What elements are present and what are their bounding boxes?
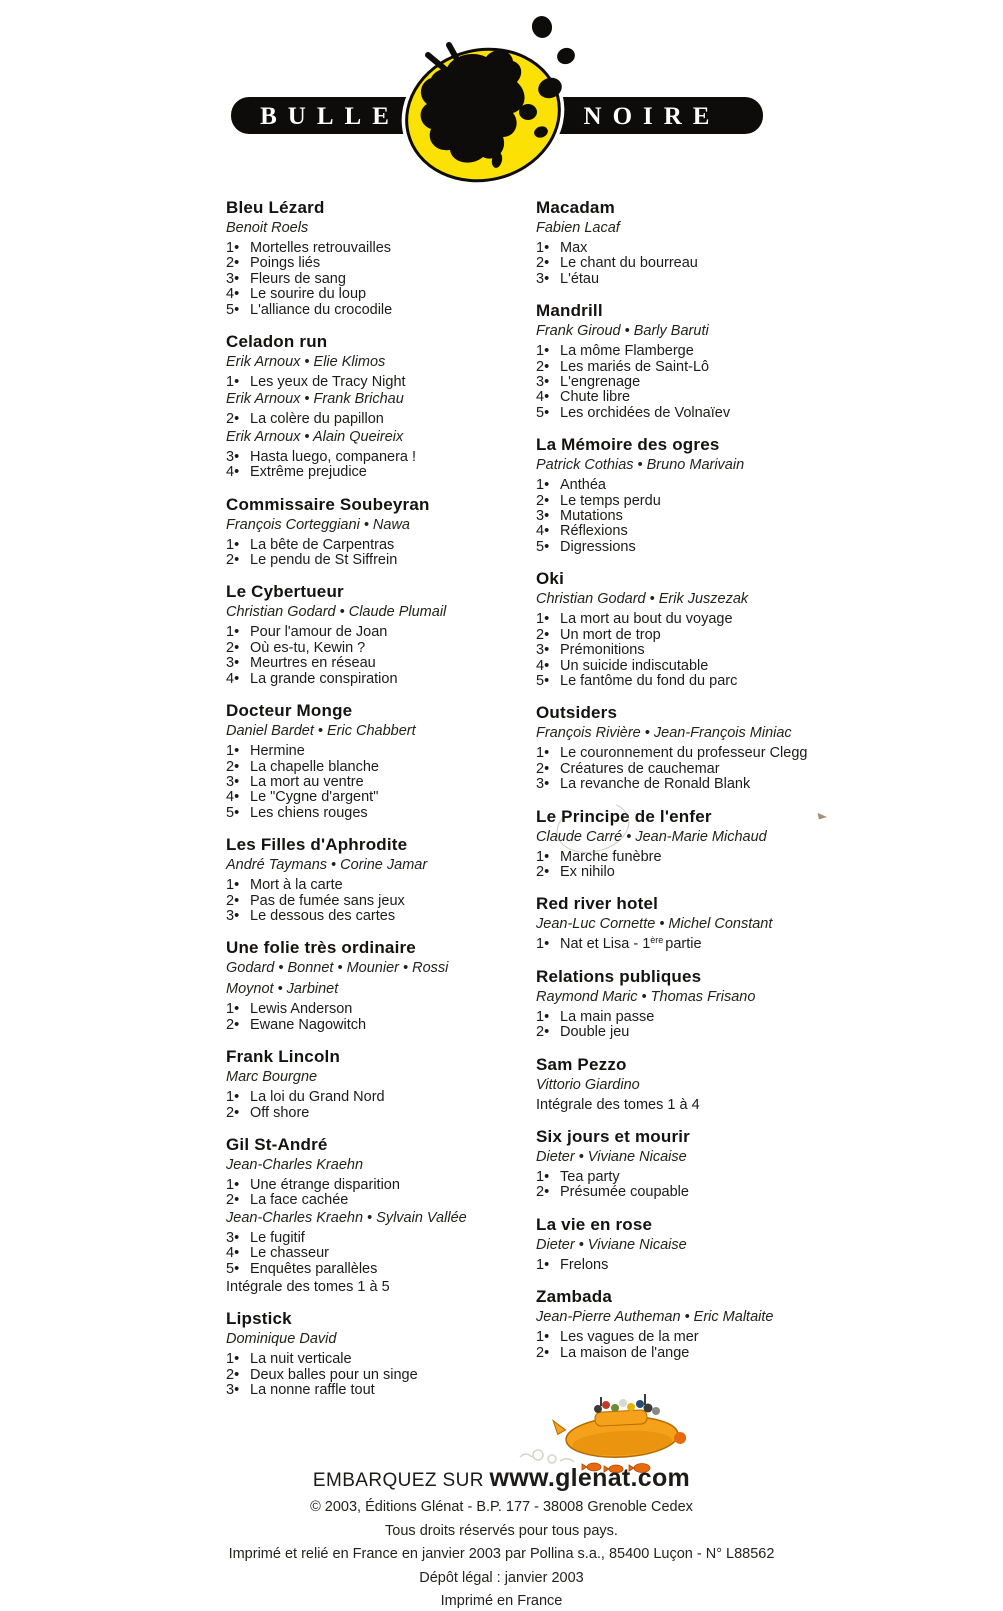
album-item bbox=[536, 478, 996, 493]
series-authors: Moynot • Jarbinet bbox=[226, 981, 339, 998]
album-number: 2• bbox=[536, 358, 550, 375]
album-item bbox=[536, 509, 996, 524]
album-item bbox=[536, 777, 996, 792]
album-title: Mortelles retrouvailles bbox=[250, 240, 392, 256]
album-item bbox=[226, 775, 526, 790]
album-title: La mort au ventre bbox=[250, 773, 364, 790]
integrale-note: Intégrale des tomes 1 à 4 bbox=[536, 1096, 700, 1113]
album-number: 1• bbox=[226, 374, 240, 391]
album-item bbox=[226, 760, 526, 775]
album-title: La nonne raffle tout bbox=[250, 1382, 375, 1399]
album-number: 4• bbox=[536, 523, 550, 540]
album-item bbox=[536, 762, 996, 777]
rim-bump-icon bbox=[555, 45, 577, 66]
integrale-note: Intégrale des tomes 1 à 5 bbox=[226, 1279, 390, 1295]
album-item bbox=[226, 1002, 526, 1017]
album-item bbox=[226, 878, 526, 893]
album-item bbox=[226, 375, 526, 390]
album-title: Le sourire du loup bbox=[250, 286, 367, 303]
album-number: 2• bbox=[536, 255, 550, 272]
album-title: L'étau bbox=[560, 270, 600, 287]
album-item bbox=[536, 256, 996, 271]
album-number: 4• bbox=[226, 789, 240, 806]
series-section bbox=[226, 834, 526, 924]
album-item bbox=[536, 850, 996, 865]
album-title: Off shore bbox=[250, 1104, 310, 1121]
series-authors: Dieter • Viviane Nicaise bbox=[536, 1148, 687, 1165]
glenat-url: www.glenat.com bbox=[489, 1464, 691, 1492]
album-item bbox=[226, 1193, 526, 1208]
series-authors: Vittorio Giardino bbox=[536, 1076, 640, 1093]
album-title: Tea party bbox=[560, 1168, 620, 1185]
album-title: La nuit verticale bbox=[250, 1351, 352, 1368]
album-item bbox=[226, 303, 526, 318]
album-title: Mutations bbox=[560, 508, 623, 525]
series-section bbox=[536, 893, 996, 952]
series-title: Docteur Monge bbox=[226, 701, 353, 721]
ink-dot-icon bbox=[530, 14, 554, 40]
album-item bbox=[226, 625, 526, 640]
series-authors: Dominique David bbox=[226, 1331, 337, 1348]
album-title: Ex nihilo bbox=[560, 863, 615, 880]
album-number: 1• bbox=[536, 848, 550, 865]
album-number: 4• bbox=[226, 464, 240, 481]
album-item bbox=[226, 1246, 526, 1261]
album-number: 2• bbox=[226, 892, 240, 909]
series-section bbox=[226, 331, 526, 481]
album-item bbox=[536, 674, 996, 689]
album-item bbox=[536, 1185, 996, 1200]
album-item bbox=[536, 344, 996, 359]
series-title: Lipstick bbox=[226, 1309, 292, 1329]
album-item bbox=[536, 659, 996, 674]
album-title: La môme Flamberge bbox=[560, 343, 694, 360]
album-title: Fleurs de sang bbox=[250, 270, 346, 287]
album-title: Présumée coupable bbox=[560, 1184, 689, 1201]
album-item bbox=[536, 1330, 996, 1345]
album-item bbox=[226, 241, 526, 256]
album-item bbox=[536, 406, 996, 421]
series-title: Red river hotel bbox=[536, 894, 659, 914]
album-item bbox=[226, 272, 526, 287]
series-section bbox=[226, 937, 526, 1033]
series-authors: Marc Bourgne bbox=[226, 1069, 318, 1086]
album-number: 2• bbox=[536, 1344, 550, 1361]
album-number: 1• bbox=[536, 240, 550, 256]
series-section bbox=[226, 1308, 526, 1398]
album-number: 3• bbox=[536, 508, 550, 525]
album-title: Prémonitions bbox=[560, 642, 645, 659]
series-title: Les Filles d'Aphrodite bbox=[226, 835, 408, 855]
album-number: 2• bbox=[536, 492, 550, 509]
album-number: 1• bbox=[536, 1008, 550, 1025]
album-item bbox=[226, 909, 526, 924]
album-number: 2• bbox=[536, 760, 550, 777]
album-item bbox=[226, 1231, 526, 1246]
album-title: Marche funèbre bbox=[560, 848, 662, 865]
series-title: Sam Pezzo bbox=[536, 1054, 627, 1074]
album-title: Les vagues de la mer bbox=[560, 1329, 699, 1346]
logo-word-noire: NOIRE bbox=[583, 103, 721, 130]
album-item bbox=[226, 790, 526, 805]
album-item bbox=[536, 1170, 996, 1185]
depot-legal-line: Dépôt légal : janvier 2003 bbox=[419, 1569, 584, 1586]
album-item bbox=[226, 1262, 526, 1277]
album-title: Hermine bbox=[250, 743, 305, 760]
series-section bbox=[226, 1134, 526, 1295]
album-item bbox=[536, 1025, 996, 1040]
album-number: 3• bbox=[226, 448, 240, 465]
album-item bbox=[536, 272, 996, 287]
series-section bbox=[226, 700, 526, 821]
album-item bbox=[226, 1352, 526, 1367]
album-title: Réflexions bbox=[560, 523, 628, 540]
album-title: Un mort de trop bbox=[560, 626, 661, 643]
spot-icon bbox=[519, 104, 537, 120]
ordinal-suffix: ère bbox=[650, 934, 664, 945]
album-item bbox=[536, 612, 996, 627]
series-authors: François Rivière • Jean-François Miniac bbox=[536, 725, 792, 742]
series-authors: Claude Carré • Jean-Marie Michaud bbox=[536, 828, 767, 845]
embark-line bbox=[0, 1465, 1003, 1494]
album-item bbox=[226, 744, 526, 759]
album-item bbox=[536, 628, 996, 643]
album-item bbox=[226, 538, 526, 553]
album-number: 3• bbox=[226, 1382, 240, 1399]
album-title: Les yeux de Tracy Night bbox=[250, 374, 406, 391]
album-title: Pas de fumée sans jeux bbox=[250, 892, 405, 909]
series-title: Gil St-André bbox=[226, 1134, 328, 1154]
album-item bbox=[226, 1018, 526, 1033]
album-number: 2• bbox=[536, 626, 550, 643]
album-number: 2• bbox=[226, 1366, 240, 1383]
series-authors: Jean-Charles Kraehn • Sylvain Vallée bbox=[226, 1209, 467, 1226]
album-title: La loi du Grand Nord bbox=[250, 1089, 385, 1106]
album-title: Chute libre bbox=[560, 389, 631, 406]
album-item bbox=[536, 746, 996, 761]
album-number: 4• bbox=[226, 1245, 240, 1262]
album-number: 1• bbox=[226, 536, 240, 553]
album-number: 1• bbox=[536, 477, 550, 494]
album-number: 1• bbox=[536, 1329, 550, 1346]
album-number: 3• bbox=[536, 270, 550, 287]
album-title: Poings liés bbox=[250, 255, 321, 272]
album-number: 4• bbox=[536, 657, 550, 674]
album-title: Anthéa bbox=[560, 477, 606, 494]
series-authors: Jean-Luc Cornette • Michel Constant bbox=[536, 916, 773, 933]
series-authors: Erik Arnoux • Elie Klimos bbox=[226, 354, 386, 371]
album-item bbox=[226, 450, 526, 465]
album-item bbox=[226, 656, 526, 671]
series-title: Frank Lincoln bbox=[226, 1047, 341, 1067]
album-title: La grande conspiration bbox=[250, 670, 398, 687]
album-title: Le chasseur bbox=[250, 1245, 329, 1262]
series-title: Six jours et mourir bbox=[536, 1126, 691, 1146]
album-item bbox=[226, 412, 526, 427]
series-authors: Patrick Cothias • Bruno Marivain bbox=[536, 457, 745, 474]
series-authors: Fabien Lacaf bbox=[536, 220, 620, 236]
album-item bbox=[536, 375, 996, 390]
series-section bbox=[536, 1054, 996, 1113]
album-title: Max bbox=[560, 240, 588, 256]
series-section bbox=[536, 1286, 996, 1361]
series-section bbox=[536, 702, 996, 792]
album-number: 1• bbox=[536, 745, 550, 762]
album-item bbox=[226, 1383, 526, 1398]
series-section bbox=[536, 966, 996, 1041]
album-item bbox=[226, 1090, 526, 1105]
series-authors: Jean-Pierre Autheman • Eric Maltaite bbox=[536, 1309, 774, 1326]
album-title: Hasta luego, companera ! bbox=[250, 448, 417, 465]
album-title: Les mariés de Saint-Lô bbox=[560, 358, 710, 375]
series-title: Bleu Lézard bbox=[226, 198, 325, 217]
album-title: Meurtres en réseau bbox=[250, 655, 376, 672]
album-number: 3• bbox=[226, 270, 240, 287]
album-item bbox=[536, 1346, 996, 1361]
album-title: Créatures de cauchemar bbox=[560, 760, 720, 777]
album-number: 5• bbox=[536, 538, 550, 555]
series-authors: André Taymans • Corine Jamar bbox=[226, 857, 428, 874]
series-title: Le Principe de l'enfer bbox=[536, 806, 712, 826]
series-section bbox=[536, 1214, 996, 1273]
series-section bbox=[536, 300, 996, 421]
album-title: La face cachée bbox=[250, 1192, 349, 1209]
album-title: Le couronnement du professeur Clegg bbox=[560, 745, 808, 762]
album-number: 2• bbox=[226, 758, 240, 775]
series-authors: Jean-Charles Kraehn bbox=[226, 1156, 364, 1173]
album-number: 1• bbox=[226, 1089, 240, 1106]
album-item bbox=[226, 1368, 526, 1383]
album-item bbox=[536, 1010, 996, 1025]
album-number: 4• bbox=[226, 670, 240, 687]
album-item bbox=[226, 672, 526, 687]
album-item bbox=[226, 641, 526, 656]
album-title: Le chant du bourreau bbox=[560, 255, 698, 272]
album-title: Les chiens rouges bbox=[250, 804, 368, 821]
series-title: Mandrill bbox=[536, 301, 603, 321]
album-number: 4• bbox=[226, 286, 240, 303]
series-section bbox=[536, 197, 996, 287]
series-title: Oki bbox=[536, 569, 565, 589]
album-item bbox=[536, 494, 996, 509]
album-item bbox=[536, 390, 996, 405]
series-authors: Frank Giroud • Barly Baruti bbox=[536, 323, 709, 340]
footer bbox=[0, 1465, 1003, 1611]
album-number: 1• bbox=[226, 624, 240, 641]
album-item bbox=[536, 934, 996, 953]
series-authors: Christian Godard • Claude Plumail bbox=[226, 604, 447, 621]
album-title: Mort à la carte bbox=[250, 877, 343, 894]
album-title: La colère du papillon bbox=[250, 411, 384, 428]
album-item bbox=[226, 256, 526, 271]
series-title: Une folie très ordinaire bbox=[226, 938, 416, 958]
album-title: Le fugitif bbox=[250, 1229, 305, 1246]
album-number: 2• bbox=[226, 255, 240, 272]
album-item bbox=[536, 643, 996, 658]
series-title: La vie en rose bbox=[536, 1214, 653, 1234]
printed-in-france-line: Imprimé en France bbox=[440, 1593, 563, 1609]
album-number: 1• bbox=[536, 1168, 550, 1185]
series-title: Commissaire Soubeyran bbox=[226, 494, 430, 514]
album-title: La revanche de Ronald Blank bbox=[560, 776, 751, 793]
album-title: Où es-tu, Kewin ? bbox=[250, 639, 366, 656]
catalog-column-left bbox=[226, 197, 526, 1412]
album-item bbox=[536, 360, 996, 375]
album-number: 3• bbox=[536, 642, 550, 659]
album-number: 1• bbox=[226, 240, 240, 256]
album-number: 1• bbox=[536, 936, 550, 953]
album-title: Pour l'amour de Joan bbox=[250, 624, 388, 641]
album-item bbox=[536, 865, 996, 880]
logo-word-bulle: BULLE bbox=[260, 103, 400, 130]
series-title: Macadam bbox=[536, 198, 615, 217]
album-number: 3• bbox=[226, 773, 240, 790]
album-number: 3• bbox=[226, 907, 240, 924]
album-title: Enquêtes parallèles bbox=[250, 1260, 378, 1277]
album-title: La mort au bout du voyage bbox=[560, 611, 733, 628]
bulle-noire-logo bbox=[0, 0, 1003, 195]
album-number: 1• bbox=[536, 611, 550, 628]
album-item bbox=[226, 465, 526, 480]
album-title: Le pendu de St Siffrein bbox=[250, 552, 398, 569]
album-item bbox=[536, 540, 996, 555]
album-number: 1• bbox=[226, 1176, 240, 1193]
series-section bbox=[226, 581, 526, 687]
album-number: 5• bbox=[226, 301, 240, 318]
album-item bbox=[226, 894, 526, 909]
album-item bbox=[536, 241, 996, 256]
album-number: 2• bbox=[536, 1184, 550, 1201]
album-title: Les orchidées de Volnaïev bbox=[560, 404, 731, 421]
album-title: Ewane Nagowitch bbox=[250, 1016, 367, 1033]
series-authors: Raymond Maric • Thomas Frisano bbox=[536, 988, 756, 1005]
copyright-line: © 2003, Éditions Glénat - B.P. 177 - 38008 Grenoble Cedex bbox=[310, 1499, 693, 1515]
album-number: 2• bbox=[226, 552, 240, 569]
album-number: 5• bbox=[536, 404, 550, 421]
series-section bbox=[536, 1126, 996, 1201]
album-number: 2• bbox=[226, 411, 240, 428]
album-number: 4• bbox=[536, 389, 550, 406]
album-item bbox=[226, 287, 526, 302]
album-number: 2• bbox=[536, 863, 550, 880]
album-title: Lewis Anderson bbox=[250, 1001, 353, 1018]
album-title: L'engrenage bbox=[560, 374, 641, 391]
album-number: 1• bbox=[226, 1351, 240, 1368]
series-authors: Erik Arnoux • Alain Queireix bbox=[226, 428, 404, 445]
album-number: 2• bbox=[536, 1024, 550, 1041]
series-title: Zambada bbox=[536, 1287, 613, 1307]
album-number: 1• bbox=[226, 1001, 240, 1018]
album-title: L'alliance du crocodile bbox=[250, 301, 393, 318]
album-number: 1• bbox=[536, 343, 550, 360]
album-item bbox=[536, 1258, 996, 1273]
series-authors: Erik Arnoux • Frank Brichau bbox=[226, 391, 404, 408]
album-number: 3• bbox=[226, 1229, 240, 1246]
album-title: La maison de l'ange bbox=[560, 1344, 690, 1361]
album-number: 2• bbox=[226, 1016, 240, 1033]
series-authors: Benoit Roels bbox=[226, 220, 309, 236]
album-title: Double jeu bbox=[560, 1024, 630, 1041]
album-title: Le fantôme du fond du parc bbox=[560, 672, 738, 689]
series-title: Le Cybertueur bbox=[226, 582, 344, 602]
album-title: Le temps perdu bbox=[560, 492, 661, 509]
series-section bbox=[536, 434, 996, 555]
album-title: Deux balles pour un singe bbox=[250, 1366, 418, 1383]
series-title: Outsiders bbox=[536, 703, 618, 723]
series-authors: Christian Godard • Erik Juszezak bbox=[536, 591, 749, 608]
printer-line: Imprimé et relié en France en janvier 2003 par Pollina s.a., 85400 Luçon - N° L88562 bbox=[228, 1546, 775, 1562]
album-title: Le "Cygne d'argent" bbox=[250, 789, 379, 806]
album-title-cont: partie bbox=[665, 936, 702, 953]
series-authors: Dieter • Viviane Nicaise bbox=[536, 1236, 687, 1253]
album-number: 5• bbox=[536, 672, 550, 689]
album-title: Extrême prejudice bbox=[250, 464, 367, 481]
album-title: Digressions bbox=[560, 538, 636, 555]
album-item bbox=[536, 524, 996, 539]
album-title: Nat et Lisa - 1 bbox=[560, 936, 651, 953]
series-title: Relations publiques bbox=[536, 966, 702, 986]
album-title: Frelons bbox=[560, 1256, 609, 1273]
series-authors: Daniel Bardet • Eric Chabbert bbox=[226, 723, 416, 740]
album-title: Le dessous des cartes bbox=[250, 907, 396, 924]
album-number: 2• bbox=[226, 639, 240, 656]
album-number: 3• bbox=[536, 776, 550, 793]
album-number: 2• bbox=[226, 1192, 240, 1209]
album-number: 5• bbox=[226, 804, 240, 821]
water-scribble-icon bbox=[520, 1450, 574, 1463]
submarine-hull bbox=[553, 1408, 687, 1461]
album-number: 2• bbox=[226, 1104, 240, 1121]
album-number: 1• bbox=[536, 1256, 550, 1273]
album-number: 1• bbox=[226, 877, 240, 894]
series-authors: Godard • Bonnet • Mounier • Rossi bbox=[226, 960, 449, 977]
album-number: 1• bbox=[226, 743, 240, 760]
series-title: La Mémoire des ogres bbox=[536, 435, 720, 455]
album-number: 3• bbox=[226, 655, 240, 672]
album-item bbox=[226, 553, 526, 568]
album-title: La main passe bbox=[560, 1008, 655, 1025]
embark-prefix: EMBARQUEZ SUR bbox=[312, 1470, 490, 1491]
series-section bbox=[226, 197, 526, 318]
series-section bbox=[226, 1046, 526, 1121]
album-item bbox=[226, 806, 526, 821]
album-number: 5• bbox=[226, 1260, 240, 1277]
album-title: Une étrange disparition bbox=[250, 1176, 400, 1193]
catalog-column-right bbox=[536, 197, 996, 1374]
album-title: Un suicide indiscutable bbox=[560, 657, 709, 674]
rights-line: Tous droits réservés pour tous pays. bbox=[385, 1522, 618, 1539]
album-item bbox=[226, 1106, 526, 1121]
album-number: 3• bbox=[536, 374, 550, 391]
series-section bbox=[226, 494, 526, 569]
album-title: La chapelle blanche bbox=[250, 758, 379, 775]
series-section bbox=[536, 568, 996, 689]
album-item bbox=[226, 1178, 526, 1193]
series-authors: François Corteggiani • Nawa bbox=[226, 516, 410, 533]
series-title: Celadon run bbox=[226, 332, 328, 352]
album-title: La bête de Carpentras bbox=[250, 536, 395, 553]
